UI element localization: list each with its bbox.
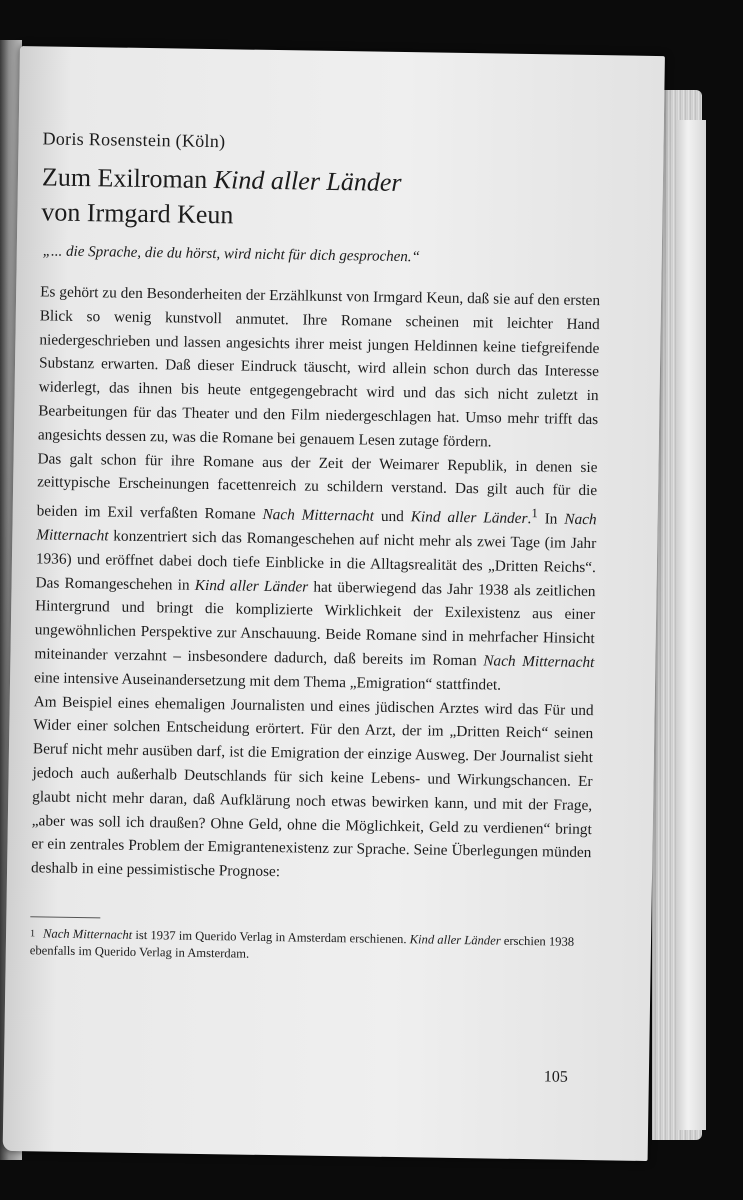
footnote-italic: Kind aller Länder xyxy=(409,932,501,948)
footnote-text: erschien 1938 ebenfalls im Querido Verlag in Amsterdam. xyxy=(29,933,575,961)
p2-italic-title: Nach Mitternacht xyxy=(483,652,595,672)
footnote-italic: Nach Mitternacht xyxy=(42,926,133,942)
p2-italic-title: Kind aller Länder xyxy=(194,576,309,596)
paragraph-1: Es gehört zu den Besonderheiten der Erzählkunst von Irmgard Keun, daß sie auf den ersten Blick so wenig kunstvoll anmutet. Ihre Romane scheinen mit leichter Hand niedergeschrieben und lassen angesichts ihrer meist jungen Heldinnen keine tiefgreifende Substanz erwarten. Daß dieser Eindruck täuscht, wird allein schon durch das Interesse widerlegt, das ihnen bis heute entgegengebracht wird und das sich nicht zuletzt in Bearbeitungen für das Theater und den Film niedergeschlagen hat. Umso mehr trifft das angesichts dessen zu, was die Romane bei genauem Lesen zutage fördern. xyxy=(37,283,601,451)
p2-italic-title: Nach Mitternacht xyxy=(36,510,597,545)
p2-text: . xyxy=(527,510,532,528)
footnote-divider xyxy=(30,916,100,918)
author-line: Doris Rosenstein (Köln) xyxy=(42,128,226,152)
book-cover-edge xyxy=(676,120,706,1130)
page-number: 105 xyxy=(543,1068,569,1086)
footnote-reference: 1 xyxy=(531,506,538,521)
footnote-text: ist 1937 im Querido Verlag in Amsterdam erschienen. xyxy=(132,927,410,947)
paragraph-2 xyxy=(34,447,598,699)
p2-text: eine intensive Auseinandersetzung mit dem Thema „Emigration“ stattfindet. xyxy=(33,669,502,694)
title-prefix: Zum Exilroman xyxy=(41,162,215,195)
p2-italic-title: Kind aller Länder xyxy=(410,508,528,528)
paragraph-3: Am Beispiel eines ehemaligen Journalisten und eines jüdischen Arztes wird das Für und Wider einer solchen Entscheidung erörtert. Für den Arzt, der im „Dritten Reich“ seinen Beruf nicht mehr ausüben darf, ist die Emigration der einzige Ausweg. Der Journalist sieht jedoch auch außerhalb Deutschlands für sich keine Lebens- und Wirkungschancen. Er glaubt nicht mehr daran, daß Aufklärung noch etwas bewirken kann, und mit der Frage, „aber was soll ich draußen? Ohne Geld, ohne die Möglichkeit, Geld zu verdienen“ bringt er ein zentrales Problem der Emigrantenexistenz zur Sprache. Seine Überlegungen münden deshalb in eine pessimistische Prognose: xyxy=(30,692,594,881)
footnote-mark: 1 xyxy=(29,928,36,940)
p2-italic-title: Nach Mitternacht xyxy=(262,506,375,525)
footnote xyxy=(30,925,590,968)
page-content xyxy=(30,128,603,968)
chapter-title xyxy=(41,159,602,238)
p2-text: Das galt schon für ihre Romane aus der Zeit der Weimarer Republik, in denen sie zeittypische Erscheinungen facettenreich zu schildern verstand. Das gilt auch für die beiden im Exil verfaßten Romane xyxy=(36,449,598,524)
p2-text: hat überwiegend das Jahr 1938 als zeitlichen Hintergrund und bringt die komplizierte Wirklichkeit der Exilexistenz aus einer ungewöhnlichen Perspektive zur Anschauung. Beide Romane sind in mehrfacher Hinsicht miteinander verzahnt – insbesondere dadurch, daß bereits im Roman xyxy=(34,578,596,670)
p2-text: konzentriert sich das Romangeschehen auf nicht mehr als zwei Tage (im Jahr 1936) und eröffnet dabei doch tiefe Einblicke in die Alltagsrealität des „Dritten Reichs“. Das Romangeschehen in xyxy=(35,527,597,594)
p2-text: und xyxy=(373,507,411,526)
p2-text: In xyxy=(537,510,565,528)
book-page xyxy=(3,46,665,1161)
title-suffix: von Irmgard Keun xyxy=(41,197,234,230)
motto-quote: „... die Sprache, die du hörst, wird nicht für dich gesprochen.“ xyxy=(42,243,421,266)
title-italic: Kind aller Länder xyxy=(213,165,402,198)
